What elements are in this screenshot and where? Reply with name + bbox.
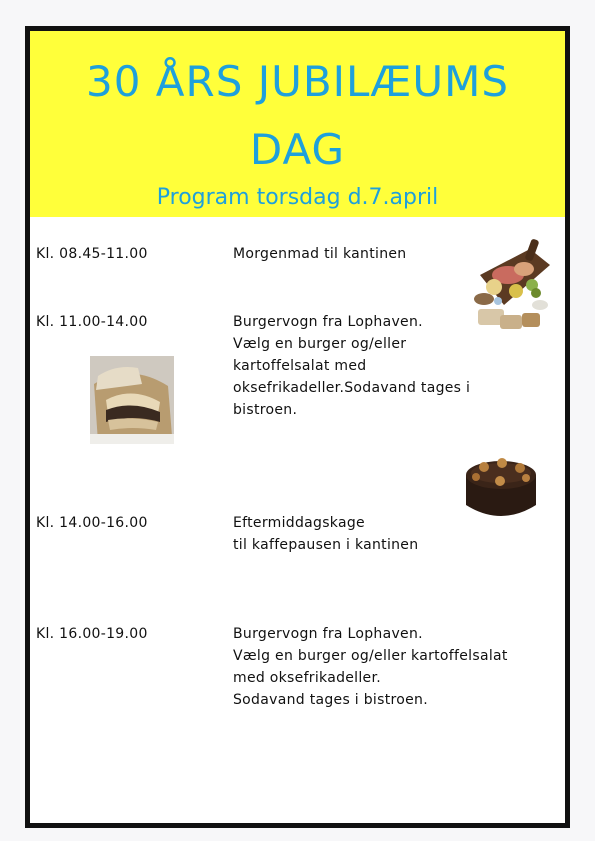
schedule-time: Kl. 08.45-11.00 <box>36 246 148 262</box>
schedule-line: Eftermiddagskage <box>233 515 365 531</box>
schedule-description <box>233 512 418 556</box>
title-banner <box>30 31 565 217</box>
schedule-line: bistroen. <box>233 402 298 418</box>
schedule-description <box>233 623 508 711</box>
burger-bag-photo <box>90 356 174 444</box>
schedule-line: Burgervogn fra Lophaven. <box>233 626 423 642</box>
schedule-line: Vælg en burger og/eller kartoffelsalat <box>233 648 508 664</box>
schedule-description <box>233 243 406 265</box>
schedule-description <box>233 311 470 421</box>
schedule-line: med oksefrikadeller. <box>233 670 381 686</box>
schedule-line: til kaffepausen i kantinen <box>233 537 419 553</box>
poster-sheet <box>25 26 570 828</box>
schedule-line: Burgervogn fra Lophaven. <box>233 314 423 330</box>
program-subtitle: Program torsdag d.7.april <box>156 185 439 210</box>
schedule-line: Vælg en burger og/eller <box>233 336 407 352</box>
breakfast-platter-photo <box>470 235 554 341</box>
page-title-line1: 30 ÅRS JUBILÆUMS <box>86 57 509 106</box>
schedule-line: kartoffelsalat med <box>233 358 367 374</box>
schedule-line: Morgenmad til kantinen <box>233 246 407 262</box>
page-title-line2: DAG <box>249 125 346 174</box>
schedule-line: oksefrikadeller.Sodavand tages i <box>233 380 471 396</box>
schedule-time: Kl. 11.00-14.00 <box>36 314 148 330</box>
schedule-time: Kl. 16.00-19.00 <box>36 626 148 642</box>
chocolate-cake-photo <box>462 451 540 525</box>
schedule-time: Kl. 14.00-16.00 <box>36 515 148 531</box>
schedule-line: Sodavand tages i bistroen. <box>233 692 428 708</box>
